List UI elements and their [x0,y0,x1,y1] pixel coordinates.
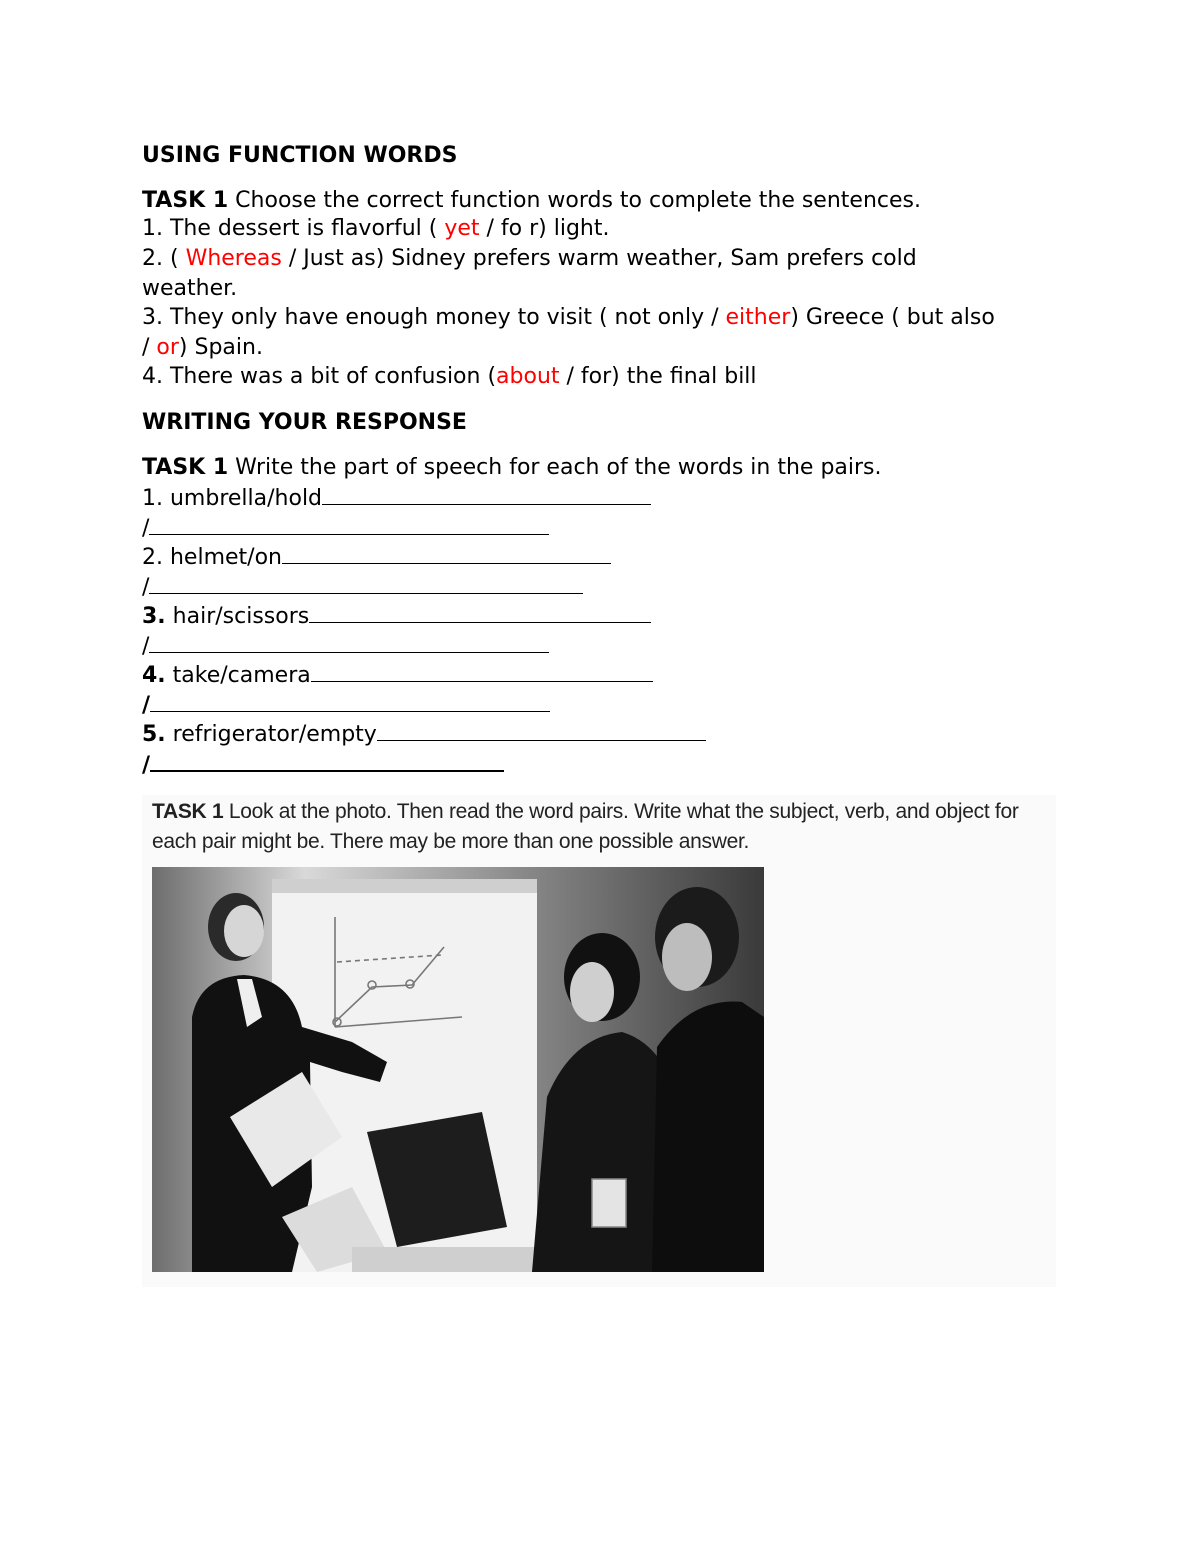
pair-item-3-second [142,630,549,662]
task-label: TASK 1 [142,455,229,480]
task1-instruction [142,186,921,216]
slash: / [142,516,150,541]
pair-item-1 [142,482,651,514]
task-label: TASK 1 [142,188,229,213]
question-3-cont [142,333,263,363]
q3-text-mid: ) Greece ( but also [790,305,995,330]
word-pair: refrigerator/empty [165,722,377,747]
item-number: 2. [142,545,170,570]
slash: / [142,634,150,659]
q3-slash: / [142,335,157,360]
word-pair: take/camera [165,663,311,688]
answer-blank[interactable] [150,689,550,712]
question-3 [142,303,995,333]
business-presentation-photo-icon [152,867,764,1272]
pair-item-2-second [142,571,583,603]
q3-answer-2: or [156,335,179,360]
word-pair: umbrella/hold [169,486,323,511]
pair-item-4 [142,659,653,691]
answer-blank[interactable] [150,748,504,772]
item-number: 1. [142,486,170,511]
q4-text: 4. There was a bit of confusion ( [142,364,497,389]
task-text: Choose the correct function words to complete the sentences. [228,188,921,213]
slash: / [142,693,151,718]
q1-answer: yet [444,216,480,241]
answer-blank[interactable] [311,659,653,682]
q3-answer-1: either [725,305,791,330]
word-pair: helmet/on [169,545,282,570]
pair-item-1-second [142,512,549,544]
section-heading-writing-response: WRITING YOUR RESPONSE [142,410,467,435]
slash: / [142,575,150,600]
q4-text-end: / for) the final bill [559,364,757,389]
pair-item-3 [142,600,651,632]
pair-item-4-second [142,689,550,721]
caption-label: TASK 1 [152,800,224,823]
pair-item-2 [142,541,611,573]
q2-text: 2. ( [142,246,186,271]
q1-text: 1. The dessert is flavorful ( [142,216,445,241]
answer-blank[interactable] [149,512,549,535]
answer-blank[interactable] [322,482,651,505]
slash: / [142,753,151,778]
question-1 [142,214,610,244]
caption-text: Look at the photo. Then read the word pairs. Write what the subject, verb, and object for each pair might be. There may be more than one possible answer. [152,800,1019,853]
item-number: 3. [142,604,166,629]
question-2 [142,244,917,274]
q2-answer: Whereas [185,246,282,271]
section-heading-function-words: USING FUNCTION WORDS [142,143,458,168]
q4-answer: about [496,364,560,389]
q3-text: 3. They only have enough money to visit ( not only / [142,305,726,330]
question-4 [142,362,757,392]
answer-blank[interactable] [309,600,651,623]
q3-text-end: ) Spain. [178,335,263,360]
q1-text-end: / fo r) light. [479,216,610,241]
word-pair: hair/scissors [165,604,310,629]
item-number: 4. [142,663,166,688]
answer-blank[interactable] [377,718,706,741]
q2-text-end: / Just as) Sidney prefers warm weather, Sam prefers cold [281,246,917,271]
task1-instruction-2 [142,453,882,483]
task-text: Write the part of speech for each of the words in the pairs. [228,455,882,480]
figure-caption [152,797,1046,857]
answer-blank[interactable] [149,571,583,594]
answer-blank[interactable] [282,541,611,564]
question-2-cont: weather. [142,276,238,301]
item-number: 5. [142,722,166,747]
pair-item-5-second [142,748,504,781]
answer-blank[interactable] [149,630,549,653]
pair-item-5 [142,718,706,750]
textbook-figure [142,795,1056,1287]
